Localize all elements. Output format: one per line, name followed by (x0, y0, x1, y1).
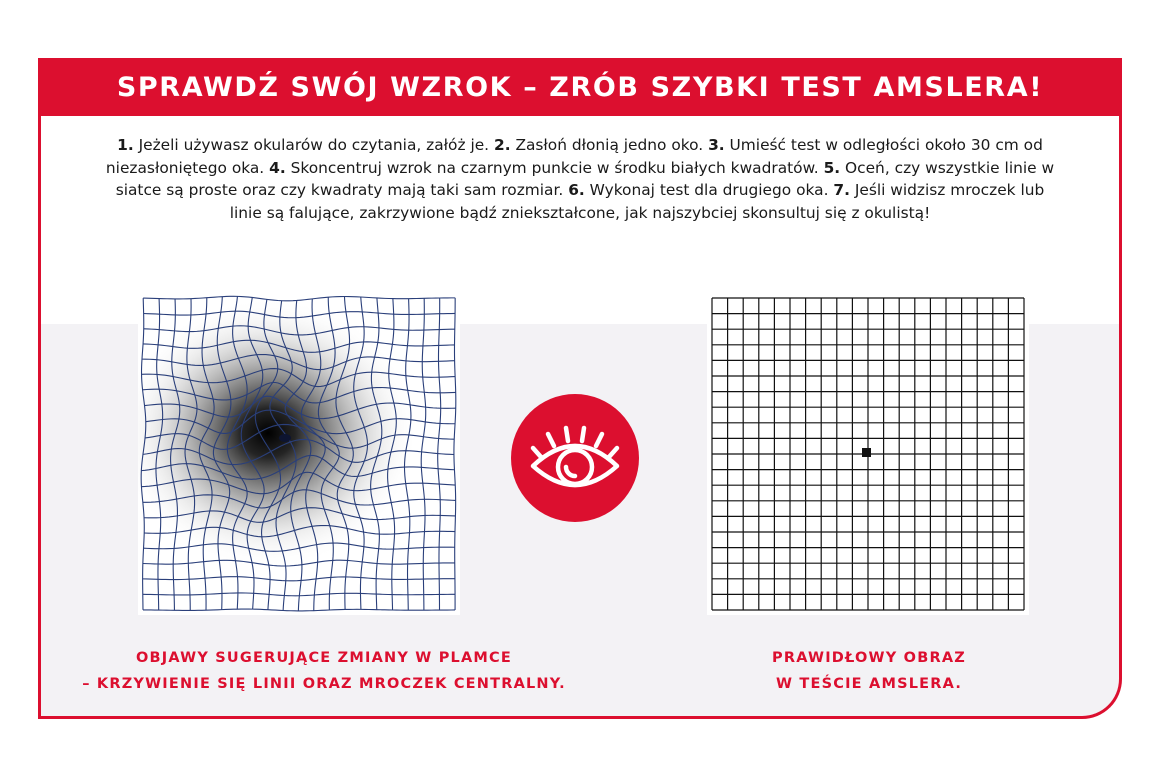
step-number: 6. (568, 181, 585, 200)
amsler-test-card (38, 58, 1122, 719)
fixation-dot (862, 448, 871, 457)
step-number: 5. (823, 158, 841, 177)
normal-amsler-grid (707, 293, 1029, 615)
left-caption-line1: OBJAWY SUGERUJĄCE ZMIANY W PLAMCE (135, 650, 512, 666)
header-banner (41, 58, 1119, 116)
right-caption (741, 645, 997, 697)
grid-line (454, 298, 456, 610)
central-scotoma (279, 434, 291, 442)
right-caption-line1: PRAWIDŁOWY OBRAZ (772, 650, 966, 666)
step-text: Jeśli widzisz mroczek lub linie są falujące, zakrzywione bądź zniekształcone, jak najszybciej skonsultuj się z okulistą! (229, 181, 1045, 222)
right-caption-line2: W TEŚCIE AMSLERA. (775, 676, 963, 692)
step-text: Zasłoń dłonią jedno oko. (510, 136, 709, 154)
step-number: 7. (833, 181, 850, 200)
step-number: 1. (117, 136, 134, 154)
step-number: 4. (269, 158, 286, 177)
step-number: 3. (708, 136, 725, 154)
step-text: Wykonaj test dla drugiego oka. (584, 181, 834, 200)
step-text: Skoncentruj wzrok na czarnym punkcie w środku białych kwadratów. (285, 158, 824, 177)
eye-icon (511, 394, 639, 522)
step-text: Oceń, czy wszystkie linie w siatce są proste oraz czy kwadraty mają taki sam rozmiar. (115, 158, 1055, 200)
left-caption-line2: – KRZYWIENIE SIĘ LINII ORAZ MROCZEK CENTRALNY. (82, 676, 566, 692)
left-caption (41, 645, 607, 697)
distorted-grid-graphic (138, 293, 460, 615)
normal-grid-graphic (707, 293, 1029, 615)
step-text: Jeżeli używasz okularów do czytania, załóż je. (133, 136, 494, 154)
instructions-text (100, 134, 1060, 224)
page-title: SPRAWDŹ SWÓJ WZROK – ZRÓB SZYBKI TEST AMSLERA! (116, 71, 1044, 103)
dark-spot (138, 298, 418, 568)
distorted-amsler-grid (138, 293, 460, 615)
step-text: Umieść test w odległości około 30 cm od niezasłoniętego oka. (105, 136, 1043, 177)
eye-badge (511, 394, 639, 522)
step-number: 2. (493, 136, 511, 154)
